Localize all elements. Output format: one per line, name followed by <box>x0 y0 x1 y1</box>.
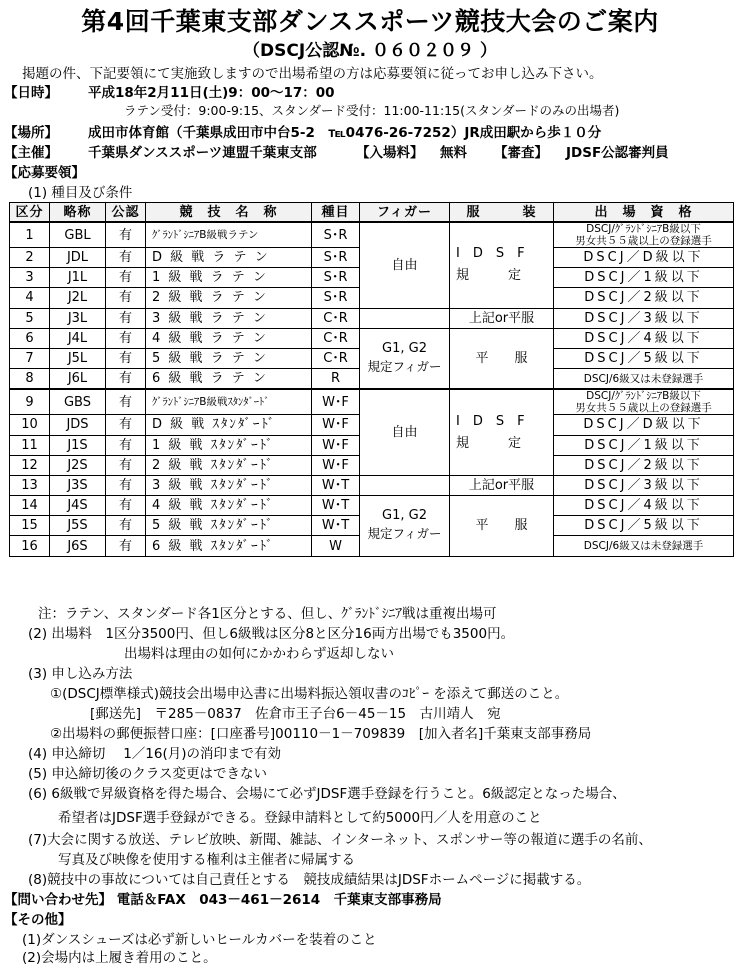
date-value: 平成18年2月11日(土)9：00～17：00 <box>88 85 335 101</box>
figure-g-line2: 規定フィガー <box>367 526 442 542</box>
cloth-plain-latin: 平 服 <box>450 328 554 389</box>
row-cert: 有 <box>106 348 146 368</box>
row-no: 8 <box>10 369 50 390</box>
cloth-idsf-standard <box>450 389 554 475</box>
row-name: 4 級 戦 ｽﾀﾝﾀﾞｰﾄﾞ <box>146 496 312 516</box>
qual-grand-line1: DSCJ/ｸﾞﾗﾝﾄﾞｼﾆｱB級以下 <box>586 223 701 235</box>
row-no: 15 <box>10 516 50 536</box>
table-row <box>10 328 734 348</box>
row-cert: 有 <box>106 268 146 288</box>
qual-cell: DSCJ／2級以下 <box>554 288 734 308</box>
row-name: 3 級 戦 ラ テ ン <box>146 308 312 328</box>
row-cert: 有 <box>106 496 146 516</box>
row-abbr: J4S <box>50 496 106 516</box>
figure-free-standard-extra <box>360 475 450 495</box>
row-name: ｸﾞﾗﾝﾄﾞｼﾆｱB級戦ｽﾀﾝﾀﾞｰﾄﾞ <box>146 389 312 415</box>
row-cert: 有 <box>106 475 146 495</box>
header-cell: 公認 <box>106 203 146 223</box>
row-kind: R <box>312 369 360 390</box>
fee-value: 無料 <box>440 145 467 161</box>
row-kind: C･R <box>312 348 360 368</box>
row-name: 5 級 戦 ｽﾀﾝﾀﾞｰﾄﾞ <box>146 516 312 536</box>
row-no: 6 <box>10 328 50 348</box>
row-kind: W･F <box>312 455 360 475</box>
header-cell: 服 装 <box>450 203 554 223</box>
class-change-rule: (5) 申込締切後のクラス変更はできない <box>28 766 268 782</box>
row-name: 1 級 戦 ｽﾀﾝﾀﾞｰﾄﾞ <box>146 435 312 455</box>
row-kind: C･R <box>312 308 360 328</box>
qual-cell: DSCJ/6級又は未登録選手 <box>554 536 734 556</box>
row-cert: 有 <box>106 248 146 268</box>
header-cell: 競 技 名 称 <box>146 203 312 223</box>
conditions-label: (1) 種目及び条件 <box>28 185 133 201</box>
row-name: 6 級 戦 ｽﾀﾝﾀﾞｰﾄﾞ <box>146 536 312 556</box>
row-abbr: J5L <box>50 348 106 368</box>
row-cert: 有 <box>106 328 146 348</box>
qual-grand-line2: 男女共５５歳以上の登録選手 <box>575 402 712 415</box>
row-no: 5 <box>10 308 50 328</box>
qual-cell: DSCJ／1級以下 <box>554 268 734 288</box>
certification-number: （DSCJ公認№. ０６０２０９ ） <box>243 41 497 61</box>
qual-cell: DSCJ／4級以下 <box>554 496 734 516</box>
row-no: 12 <box>10 455 50 475</box>
figure-g-line2: 規定フィガー <box>367 359 442 375</box>
figure-g-standard <box>360 496 450 557</box>
figure-g-line1: G1, G2 <box>382 508 427 524</box>
row-cert: 有 <box>106 536 146 556</box>
postal-transfer: ②出場料の郵便振替口座：[口座番号]00110－1－709839 [加入者名]千葉東支部事務局 <box>50 726 592 742</box>
row-no: 10 <box>10 415 50 435</box>
fee-refund-rule: 出場料は理由の如何にかかわらず返却しない <box>124 646 394 662</box>
row-name: 4 級 戦 ラ テ ン <box>146 328 312 348</box>
fee-label: 【入場料】 <box>356 145 424 161</box>
reception-times: ラテン受付：9:00-9:15、スタンダード受付：11:00-11:15(スタンダードのみの出場者) <box>124 103 620 118</box>
qual-cell: DSCJ／1級以下 <box>554 435 734 455</box>
date-label: 【日時】 <box>4 85 58 101</box>
cloth-idsf-line2: 規 定 <box>456 268 522 284</box>
header-cell: 出 場 資 格 <box>554 203 734 223</box>
accident-rule: (8)競技中の事故については自己責任とする 競技成績結果はJDSFホームページに掲載する。 <box>28 872 591 888</box>
row-no: 4 <box>10 288 50 308</box>
row-abbr: J3L <box>50 308 106 328</box>
fee-rule: (2) 出場料 1区分3500円、但し6級戦は区分8と区分16両方出場でも3500円。 <box>28 626 515 642</box>
row-cert: 有 <box>106 308 146 328</box>
row-abbr: J3S <box>50 475 106 495</box>
header-cell: 略称 <box>50 203 106 223</box>
row-kind: W･F <box>312 415 360 435</box>
qual-grand-standard <box>554 389 734 415</box>
row-cert: 有 <box>106 389 146 415</box>
qual-grand-line1: DSCJ/ｸﾞﾗﾝﾄﾞｼﾆｱB級以下 <box>586 390 701 403</box>
host-label: 【主催】 <box>4 145 58 161</box>
cloth-either-latin: 上記or平服 <box>450 308 554 328</box>
row-cert: 有 <box>106 222 146 248</box>
header-cell: 区分 <box>10 203 50 223</box>
registration-rule: (6) 6級戦で昇級資格を得た場合、会場にて必ずJDSF選手登録を行うこと。6級認定となった場合、 <box>28 786 626 802</box>
row-cert: 有 <box>106 516 146 536</box>
qual-cell: DSCJ/6級又は未登録選手 <box>554 369 734 390</box>
row-name: D 級 戦 ｽﾀﾝﾀﾞｰﾄﾞ <box>146 415 312 435</box>
application-step-1: ①(DSCJ標準様式)競技会出場申込書に出場料振込領収書のｺﾋﾟｰ を添えて郵送のこと。 <box>50 686 569 702</box>
row-cert: 有 <box>106 455 146 475</box>
row-name: D 級 戦 ラ テ ン <box>146 248 312 268</box>
qual-grand-latin <box>554 222 734 248</box>
judge-label: 【審査】 <box>494 145 548 161</box>
other-item-1: (1)ダンスシューズは必ず新しいヒールカバーを装着のこと <box>22 932 377 948</box>
row-name: 1 級 戦 ラ テ ン <box>146 268 312 288</box>
row-no: 11 <box>10 435 50 455</box>
row-name: 6 級 戦 ラ テ ン <box>146 369 312 390</box>
row-name: 5 級 戦 ラ テ ン <box>146 348 312 368</box>
row-name: 2 級 戦 ｽﾀﾝﾀﾞｰﾄﾞ <box>146 455 312 475</box>
row-no: 9 <box>10 389 50 415</box>
row-abbr: J6L <box>50 369 106 390</box>
intro-text: 掲題の件、下記要領にて実施致しますので出場希望の方は応募要領に従ってお申し込み下さい。 <box>22 66 603 82</box>
table-row <box>10 496 734 516</box>
registration-rule-cont: 希望者はJDSF選手登録ができる。登録申請料として約5000円／人を用意のこと <box>58 810 542 826</box>
row-abbr: J2S <box>50 455 106 475</box>
row-kind: S･R <box>312 248 360 268</box>
row-no: 14 <box>10 496 50 516</box>
row-abbr: J1S <box>50 435 106 455</box>
qual-cell: DSCJ／D級以下 <box>554 415 734 435</box>
row-name: 3 級 戦 ｽﾀﾝﾀﾞｰﾄﾞ <box>146 475 312 495</box>
row-kind: C･R <box>312 328 360 348</box>
row-name: 2 級 戦 ラ テ ン <box>146 288 312 308</box>
media-rights-cont: 写真及び映像を使用する権利は主催者に帰属する <box>58 852 355 868</box>
row-no: 3 <box>10 268 50 288</box>
cloth-idsf-line1: I D S F <box>456 413 525 429</box>
row-cert: 有 <box>106 369 146 390</box>
cloth-either-standard: 上記or平服 <box>450 475 554 495</box>
application-label: 【応募要領】 <box>4 165 85 181</box>
row-abbr: GBS <box>50 389 106 415</box>
row-kind: W･T <box>312 516 360 536</box>
place-value: 成田市体育館（千葉県成田市中台5-2 ℡0476-26-7252）JR成田駅から歩１０分 <box>88 125 602 141</box>
row-kind: S･R <box>312 288 360 308</box>
events-table <box>9 202 734 557</box>
row-abbr: JDL <box>50 248 106 268</box>
note-text: 注：ラテン、スタンダード各1区分とする、但し、ｸﾞﾗﾝﾄﾞｼﾆｱ戦は重複出場可 <box>38 606 497 622</box>
deadline: (4) 申込締切 1／16(月)の消印まで有効 <box>28 746 282 762</box>
row-abbr: J1L <box>50 268 106 288</box>
application-method: (3) 申し込み方法 <box>28 666 133 682</box>
row-cert: 有 <box>106 415 146 435</box>
qual-cell: DSCJ／5級以下 <box>554 348 734 368</box>
row-no: 1 <box>10 222 50 248</box>
header-cell: フィガー <box>360 203 450 223</box>
row-no: 16 <box>10 536 50 556</box>
other-item-2: (2)会場内は上履き着用のこと。 <box>22 950 217 966</box>
qual-cell: DSCJ／D級以下 <box>554 248 734 268</box>
row-name: ｸﾞﾗﾝﾄﾞｼﾆｱB級戦ラテン <box>146 222 312 248</box>
figure-free-latin: 自由 <box>360 222 450 308</box>
row-kind: W･T <box>312 475 360 495</box>
figure-g-line1: G1, G2 <box>382 341 427 357</box>
row-kind: W･F <box>312 435 360 455</box>
figure-free-latin-extra <box>360 308 450 328</box>
media-rights: (7)大会に関する放送、テレビ放映、新聞、雑誌、インターネット、スポンサー等の報道に選手の名前、 <box>28 832 652 848</box>
table-row <box>10 308 734 328</box>
place-label: 【場所】 <box>4 125 58 141</box>
row-abbr: J6S <box>50 536 106 556</box>
host-value: 千葉県ダンススポーツ連盟千葉東支部 <box>88 145 317 161</box>
cloth-plain-standard: 平 服 <box>450 496 554 557</box>
header-cell: 種目 <box>312 203 360 223</box>
row-abbr: J2L <box>50 288 106 308</box>
row-kind: S･R <box>312 268 360 288</box>
table-row <box>10 389 734 415</box>
mailing-address: [郵送先] 〒285－0837 佐倉市王子台6－45－15 古川靖人 宛 <box>90 706 501 722</box>
qual-cell: DSCJ／3級以下 <box>554 475 734 495</box>
qual-cell: DSCJ／4級以下 <box>554 328 734 348</box>
row-kind: W･T <box>312 496 360 516</box>
page-title: 第4回千葉東支部ダンススポーツ競技大会のご案内 <box>81 7 659 36</box>
other-label: 【その他】 <box>4 912 72 928</box>
qual-cell: DSCJ／2級以下 <box>554 455 734 475</box>
qual-cell: DSCJ／3級以下 <box>554 308 734 328</box>
row-cert: 有 <box>106 288 146 308</box>
row-abbr: GBL <box>50 222 106 248</box>
row-no: 13 <box>10 475 50 495</box>
figure-g-latin <box>360 328 450 389</box>
table-header-row <box>10 203 734 223</box>
figure-free-standard: 自由 <box>360 389 450 475</box>
row-cert: 有 <box>106 435 146 455</box>
qual-grand-line2: 男女共５５歳以上の登録選手 <box>575 235 712 247</box>
contact-info: 【問い合わせ先】 電話＆FAX 043－461－2614 千葉東支部事務局 <box>4 892 442 908</box>
row-kind: S･R <box>312 222 360 248</box>
judge-value: JDSF公認審判員 <box>566 145 669 161</box>
table-row <box>10 222 734 248</box>
row-no: 7 <box>10 348 50 368</box>
cloth-idsf-latin <box>450 222 554 308</box>
qual-cell: DSCJ／5級以下 <box>554 516 734 536</box>
cloth-idsf-line2: 規 定 <box>456 435 522 451</box>
cloth-idsf-line1: I D S F <box>456 246 525 262</box>
row-kind: W <box>312 536 360 556</box>
row-abbr: J4L <box>50 328 106 348</box>
row-kind: W･F <box>312 389 360 415</box>
row-no: 2 <box>10 248 50 268</box>
row-abbr: JDS <box>50 415 106 435</box>
row-abbr: J5S <box>50 516 106 536</box>
table-row <box>10 475 734 495</box>
